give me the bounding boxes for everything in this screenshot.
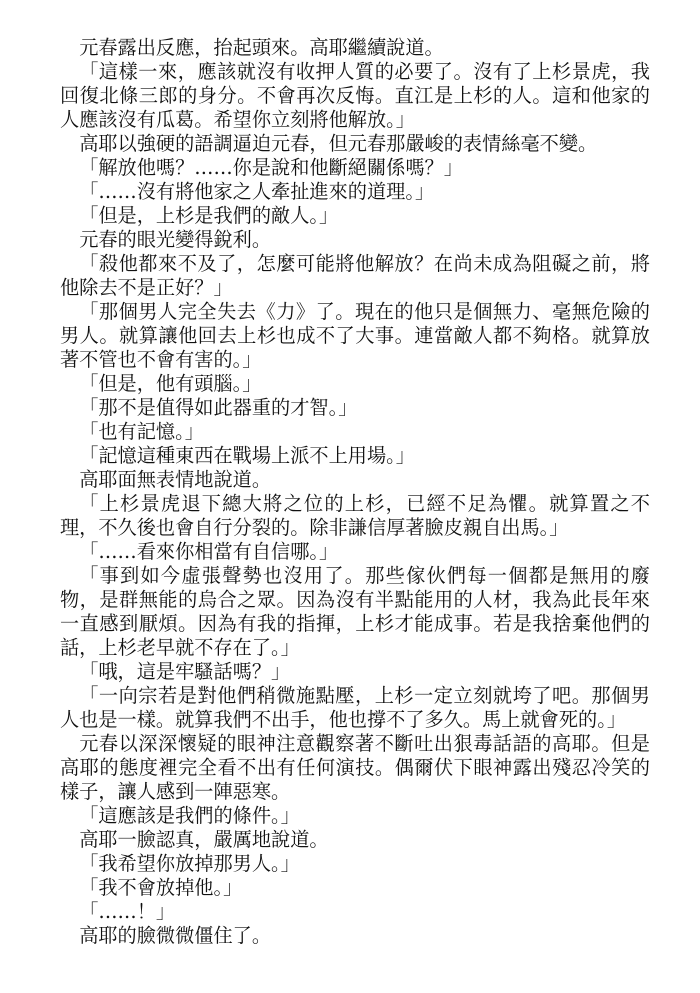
paragraph: 「也有記憶。」 [79,420,204,443]
paragraph: 高耶以強硬的語調逼迫元春，但元春那嚴峻的表情絲毫不變。 [79,132,598,155]
paragraph: 「事到如今虛張聲勢也沒用了。那些傢伙們每一個都是無用的廢物，是群無能的烏合之眾。因為沒有半點能用的人材，我為此長年來一直感到厭煩。因為有我的指揮，上杉才能成事。若是我捨棄他們的話，上杉老早就不存在了。」 [60,564,650,659]
paragraph: 「……！」 [79,900,176,923]
paragraph: 「我不會放掉他。」 [79,876,243,899]
paragraph: 「這樣一來，應該就沒有收押人質的必要了。沒有了上杉景虎，我回復北條三郎的身分。不會再次反悔。直江是上杉的人。這和他家的人應該沒有瓜葛。希望你立刻將他解放。」 [60,60,650,131]
paragraph: 「但是，他有頭腦。」 [79,372,262,395]
paragraph: 「一向宗若是對他們稍微施點壓，上杉一定立刻就垮了吧。那個男人也是一樣。就算我們不出手，他也撐不了多久。馬上就會死的。」 [60,684,650,731]
paragraph: 「解放他嗎？……你是說和他斷絕關係嗎？」 [79,156,463,179]
paragraph: 高耶的臉微微僵住了。 [79,924,272,947]
paragraph: 元春露出反應，抬起頭來。高耶繼續說道。 [79,36,444,59]
paragraph: 「……看來你相當有自信哪。」 [79,540,339,563]
paragraph: 元春以深深懷疑的眼神注意觀察著不斷吐出狠毒話語的高耶。但是高耶的態度裡完全看不出有任何演技。偶爾伏下眼神露出殘忍冷笑的樣子，讓人感到一陣惡寒。 [60,732,650,803]
paragraph: 「哦，這是牢騷話嗎？」 [79,660,291,683]
paragraph: 高耶面無表情地說道。 [79,468,272,491]
paragraph: 「……沒有將他家之人牽扯進來的道理。」 [79,180,435,203]
paragraph: 「那不是值得如此器重的才智。」 [79,396,358,419]
paragraph: 「殺他都來不及了，怎麼可能將他解放？在尚未成為阻礙之前，將他除去不是正好？」 [60,252,650,299]
paragraph: 「上杉景虎退下總大將之位的上杉，已經不足為懼。就算置之不理，不久後也會自行分裂的。除非謙信厚著臉皮親自出馬。」 [60,492,650,539]
paragraph: 「那個男人完全失去《力》了。現在的他只是個無力、毫無危險的男人。就算讓他回去上杉也成不了大事。連當敵人都不夠格。就算放著不管也不會有害的。」 [60,300,650,371]
document-page [60,36,650,948]
paragraph: 「我希望你放掉那男人。」 [79,852,300,875]
paragraph: 高耶一臉認真，嚴厲地說道。 [79,828,329,851]
paragraph: 「但是，上杉是我們的敵人。」 [79,204,339,227]
paragraph: 「記憶這種東西在戰場上派不上用場。」 [79,444,415,467]
paragraph: 元春的眼光變得銳利。 [79,228,272,251]
paragraph: 「這應該是我們的條件。」 [79,804,300,827]
